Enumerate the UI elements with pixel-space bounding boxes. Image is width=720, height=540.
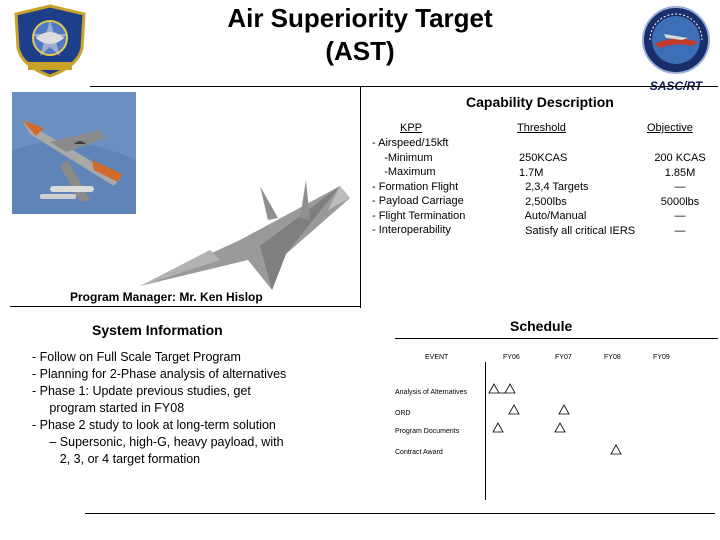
system-info-list: - Follow on Full Scale Target Program - Planning for 2-Phase analysis of alternatives - Phase 1: Update previous studies, get program started in FY08 - Phase 2 study to look at long-term solution – Supersonic, high-G, heavy payload, with 2, 3, or 4 target formation: [32, 350, 287, 466]
system-info-title: System Information: [92, 322, 223, 338]
threshold-header: Threshold: [517, 122, 566, 134]
milestone-marker: [489, 384, 499, 393]
schedule-event-aoa: Analysis of Alternatives: [395, 389, 467, 396]
schedule-year-fy09: FY09: [653, 354, 670, 361]
schedule-event-ord: ORD: [395, 410, 411, 417]
milestone-marker: [509, 405, 519, 414]
capability-title: Capability Description: [466, 94, 614, 110]
aircraft-image: [10, 90, 360, 300]
threshold-list: 250KCAS 1.7M 2,3,4 Targets 2,500lbs Auto/Manual Satisfy all critical IERS: [519, 152, 636, 237]
schedule-year-fy07: FY07: [555, 354, 572, 361]
objective-header: Objective: [647, 122, 693, 134]
milestone-marker: [555, 423, 565, 432]
program-manager-divider: [10, 306, 360, 307]
schedule-divider: [395, 338, 718, 339]
milestone-marker: [505, 384, 515, 393]
bottom-divider: [85, 513, 715, 514]
schedule-event-header: EVENT: [425, 354, 449, 361]
schedule-year-fy08: FY08: [604, 354, 621, 361]
kpp-list: - Airspeed/15kft -Minimum -Maximum - Formation Flight - Payload Carriage - Flight Termination - Interoperability: [372, 137, 466, 236]
title-line-2: (AST): [325, 36, 395, 66]
schedule-event-program-documents: Program Documents: [395, 428, 460, 435]
f16-photo: [12, 92, 136, 214]
schedule-milestones: [385, 340, 715, 500]
title-line-1: Air Superiority Target: [227, 3, 493, 33]
top-divider: [90, 86, 718, 87]
program-manager: Program Manager: Mr. Ken Hislop: [70, 290, 263, 304]
schedule-year-fy06: FY06: [503, 354, 520, 361]
af-command-logo: [10, 4, 90, 78]
sasc-rt-logo: [636, 4, 716, 93]
milestone-marker: [559, 405, 569, 414]
schedule-title: Schedule: [510, 318, 573, 334]
milestone-marker: [611, 445, 621, 454]
top-vertical-divider: [360, 86, 361, 308]
milestone-marker: [493, 423, 503, 432]
page-title: [140, 2, 580, 68]
schedule-event-contract-award: Contract Award: [395, 449, 443, 456]
schedule-table: [385, 340, 715, 500]
kpp-header: KPP: [400, 122, 423, 134]
sasc-rt-logo-text: SASC/RT: [649, 79, 703, 93]
objective-list: 200 KCAS 1.85M — 5000lbs — —: [654, 152, 706, 237]
